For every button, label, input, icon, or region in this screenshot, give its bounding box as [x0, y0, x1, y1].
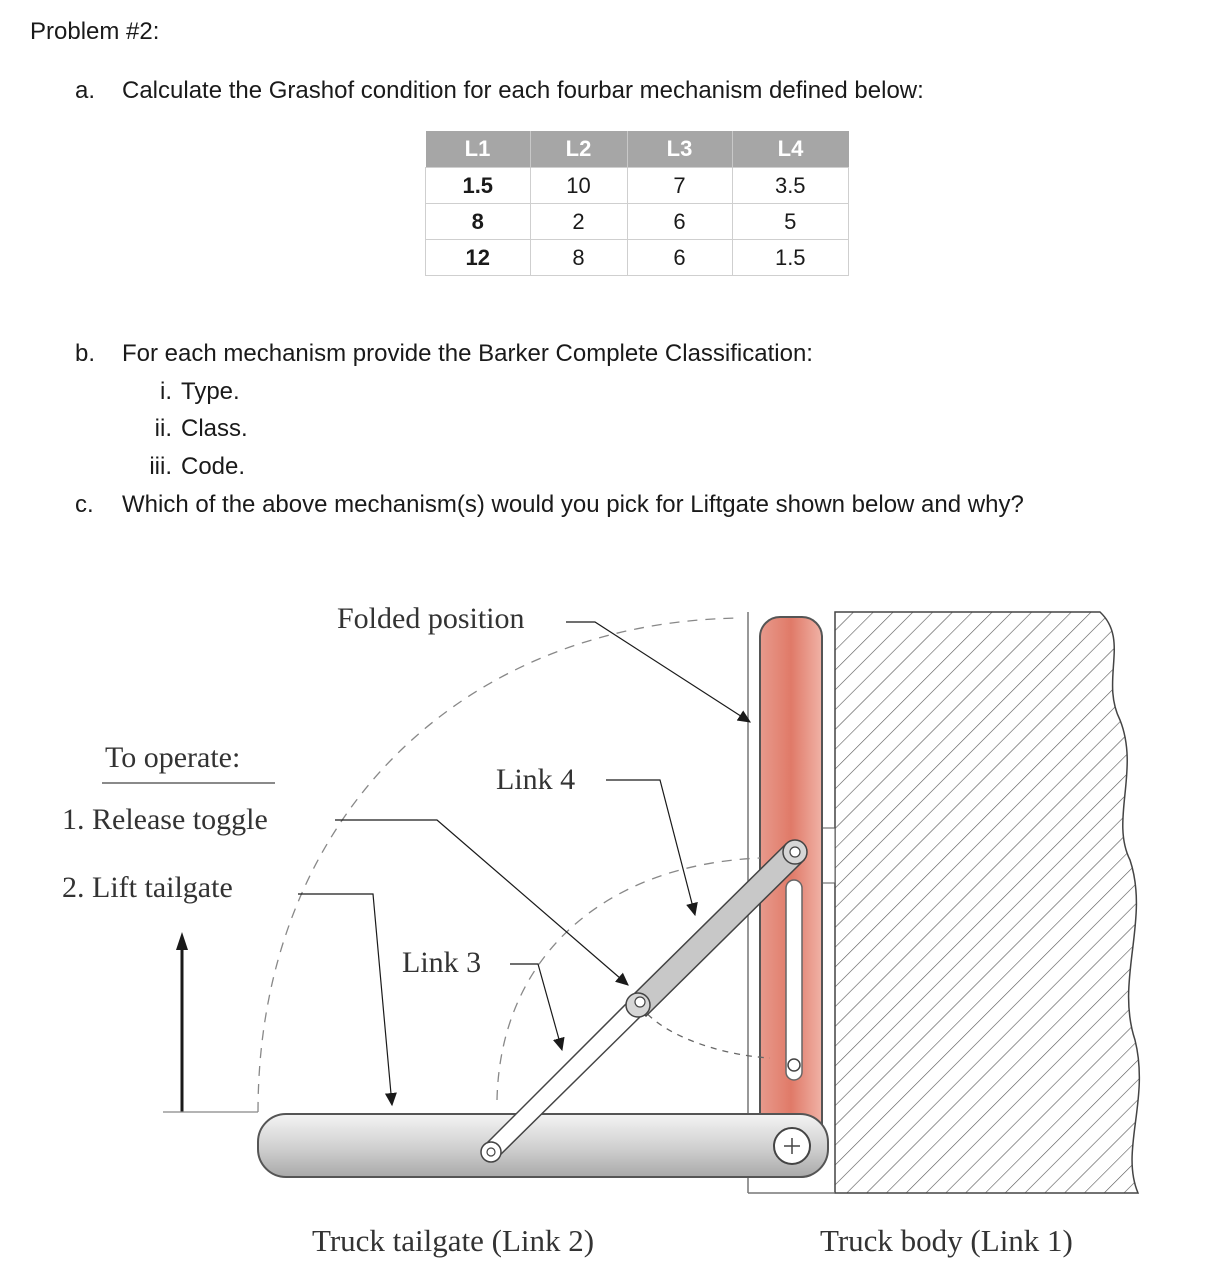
- part-a-text: Calculate the Grashof condition for each fourbar mechanism defined below:: [122, 77, 924, 104]
- label-folded-position: Folded position: [337, 602, 525, 635]
- guide-slot: [786, 880, 802, 1080]
- label-to-operate: To operate:: [105, 741, 241, 774]
- cell: 1.5: [732, 240, 849, 276]
- label-link-3: Link 3: [402, 946, 482, 979]
- header-l4: L4: [732, 131, 849, 168]
- table-header-row: [426, 131, 849, 168]
- table-row: [426, 168, 849, 204]
- cell: 10: [530, 168, 627, 204]
- label-truck-body: Truck body (Link 1): [820, 1223, 1073, 1258]
- link-path-arc: [640, 1005, 770, 1058]
- part-b-item-label: iii.: [149, 453, 172, 480]
- swing-arc-inner: [497, 858, 760, 1100]
- cell: 8: [530, 240, 627, 276]
- part-b-item-text: Class.: [181, 415, 248, 442]
- cell: 2: [530, 204, 627, 240]
- swing-arc-outer: [258, 618, 740, 1112]
- open-tailgate: [258, 1114, 828, 1177]
- problem-heading: Problem #2:: [30, 18, 160, 45]
- table-row: [426, 240, 849, 276]
- leader-tailgate: [298, 894, 392, 1105]
- leader-link3: [510, 964, 562, 1050]
- part-b-item-text: Type.: [181, 378, 240, 405]
- part-b-item-label: i.: [160, 378, 172, 405]
- part-c-text: Which of the above mechanism(s) would you pick for Liftgate shown below and why?: [122, 491, 1024, 518]
- label-step-1: 1. Release toggle: [62, 803, 268, 836]
- cell: 6: [627, 240, 732, 276]
- label-step-2: 2. Lift tailgate: [62, 871, 233, 904]
- part-a-label: a.: [75, 77, 96, 104]
- slot-pin: [788, 1059, 800, 1071]
- label-link-4: Link 4: [496, 763, 576, 796]
- truck-body-hatch: [768, 612, 1139, 1193]
- header-l1: L1: [426, 131, 531, 168]
- cell: 5: [732, 204, 849, 240]
- part-b-item-text: Code.: [181, 453, 246, 480]
- cell: 7: [627, 168, 732, 204]
- link-3-pivot: [481, 1142, 501, 1162]
- cell: 8: [426, 204, 531, 240]
- header-l2: L2: [530, 131, 627, 168]
- header-l3: L3: [627, 131, 732, 168]
- part-b-label: b.: [75, 340, 96, 367]
- cell: 1.5: [426, 168, 531, 204]
- part-c-label: c.: [75, 491, 94, 518]
- cell: 3.5: [732, 168, 849, 204]
- cell: 12: [426, 240, 531, 276]
- leader-link4: [606, 780, 695, 915]
- liftgate-figure: [0, 560, 1220, 1286]
- label-truck-tailgate: Truck tailgate (Link 2): [312, 1223, 595, 1258]
- table-row: [426, 204, 849, 240]
- part-b-text: For each mechanism provide the Barker Complete Classification:: [122, 340, 813, 367]
- part-b-item-label: ii.: [154, 415, 172, 442]
- leader-folded: [566, 622, 750, 722]
- cell: 6: [627, 204, 732, 240]
- link-lengths-table: [425, 131, 849, 276]
